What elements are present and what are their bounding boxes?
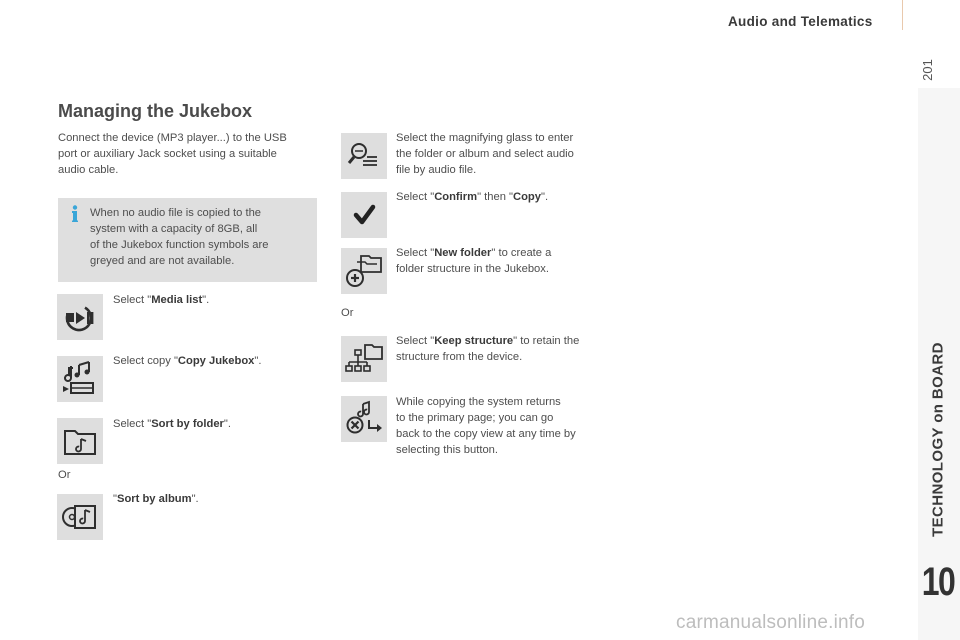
- watermark: carmanualsonline.info: [676, 612, 866, 633]
- step-copy-jukebox: [113, 353, 261, 369]
- step-line: [396, 245, 616, 261]
- step-keyword: New folder: [434, 247, 492, 259]
- section-label-text: TECHNOLOGY on BOARD: [929, 342, 947, 537]
- page-number: 201: [920, 59, 935, 81]
- step-line: structure from the device.: [396, 351, 523, 363]
- step-text: ".: [254, 355, 262, 367]
- sort-by-folder-icon: [57, 418, 103, 464]
- cancel-copy-icon: [341, 396, 387, 442]
- intro-line: port or auxiliary Jack socket using a suitable: [58, 148, 277, 160]
- step-line: the folder or album and select audio: [396, 148, 574, 160]
- page-title: Managing the Jukebox: [58, 101, 253, 121]
- step-text: ".: [191, 493, 199, 505]
- step-text: Select ": [396, 191, 435, 203]
- note-text: [90, 205, 305, 269]
- step-keyword: Media list: [151, 294, 203, 306]
- step-line: [396, 333, 616, 349]
- step-line: While copying the system returns: [396, 396, 561, 408]
- step-sort-by-album: [113, 491, 199, 507]
- chapter-number: 10: [921, 560, 955, 604]
- step-line: to the primary page; you can go: [396, 412, 554, 424]
- step-text: ".: [202, 294, 210, 306]
- step-text: Select ": [396, 247, 435, 259]
- note-line: greyed and are not available.: [90, 255, 235, 267]
- step-text: ".: [540, 191, 549, 203]
- step-sort-by-folder: [113, 416, 231, 432]
- note-line: When no audio file is copied to the: [90, 207, 262, 219]
- step-line: Select the magnifying glass to enter: [396, 132, 574, 144]
- step-text: ": [113, 493, 117, 505]
- new-folder-icon: [341, 248, 387, 294]
- step-text: Select copy ": [113, 355, 178, 367]
- step-keyword: Keep structure: [434, 335, 514, 347]
- header-rule: [902, 0, 903, 30]
- or-label: Or: [58, 469, 71, 481]
- checkmark-icon: [341, 192, 387, 238]
- step-line: back to the copy view at any time by: [396, 428, 576, 440]
- magnifier-list-icon: [341, 133, 387, 179]
- step-keyword: Confirm: [434, 191, 478, 203]
- step-keyword: Copy: [513, 191, 541, 203]
- step-line: folder structure in the Jukebox.: [396, 263, 549, 275]
- note-line: of the Jukebox function symbols are: [90, 239, 269, 251]
- step-keyword: Sort by album: [116, 493, 192, 505]
- step-media-list: [113, 292, 209, 308]
- sort-by-album-icon: [57, 494, 103, 540]
- step-text: ".: [223, 418, 232, 430]
- step-keep-structure: [396, 333, 616, 365]
- or-label: Or: [341, 307, 354, 319]
- intro-paragraph: [58, 130, 318, 178]
- step-return: [396, 394, 616, 458]
- step-new-folder: [396, 245, 616, 277]
- header-title: Audio and Telematics: [728, 14, 873, 29]
- step-line: file by audio file.: [396, 164, 477, 176]
- step-text: Select ": [113, 294, 152, 306]
- intro-line: audio cable.: [58, 164, 119, 176]
- note-line: system with a capacity of 8GB, all: [90, 223, 258, 235]
- step-text: Select ": [113, 418, 152, 430]
- intro-line: Connect the device (MP3 player...) to the USB: [58, 132, 287, 144]
- step-line: selecting this button.: [396, 444, 498, 456]
- step-text: " then ": [477, 191, 514, 203]
- copy-jukebox-icon: [57, 356, 103, 402]
- step-text: " to create a: [491, 247, 552, 259]
- step-text: " to retain the: [513, 335, 580, 347]
- media-list-icon: [57, 294, 103, 340]
- step-confirm: [396, 189, 548, 205]
- keep-structure-icon: [341, 336, 387, 382]
- step-keyword: Copy Jukebox: [177, 355, 255, 367]
- info-icon: [70, 205, 80, 223]
- step-search: [396, 130, 616, 178]
- step-keyword: Sort by folder: [151, 418, 224, 430]
- step-text: Select ": [396, 335, 435, 347]
